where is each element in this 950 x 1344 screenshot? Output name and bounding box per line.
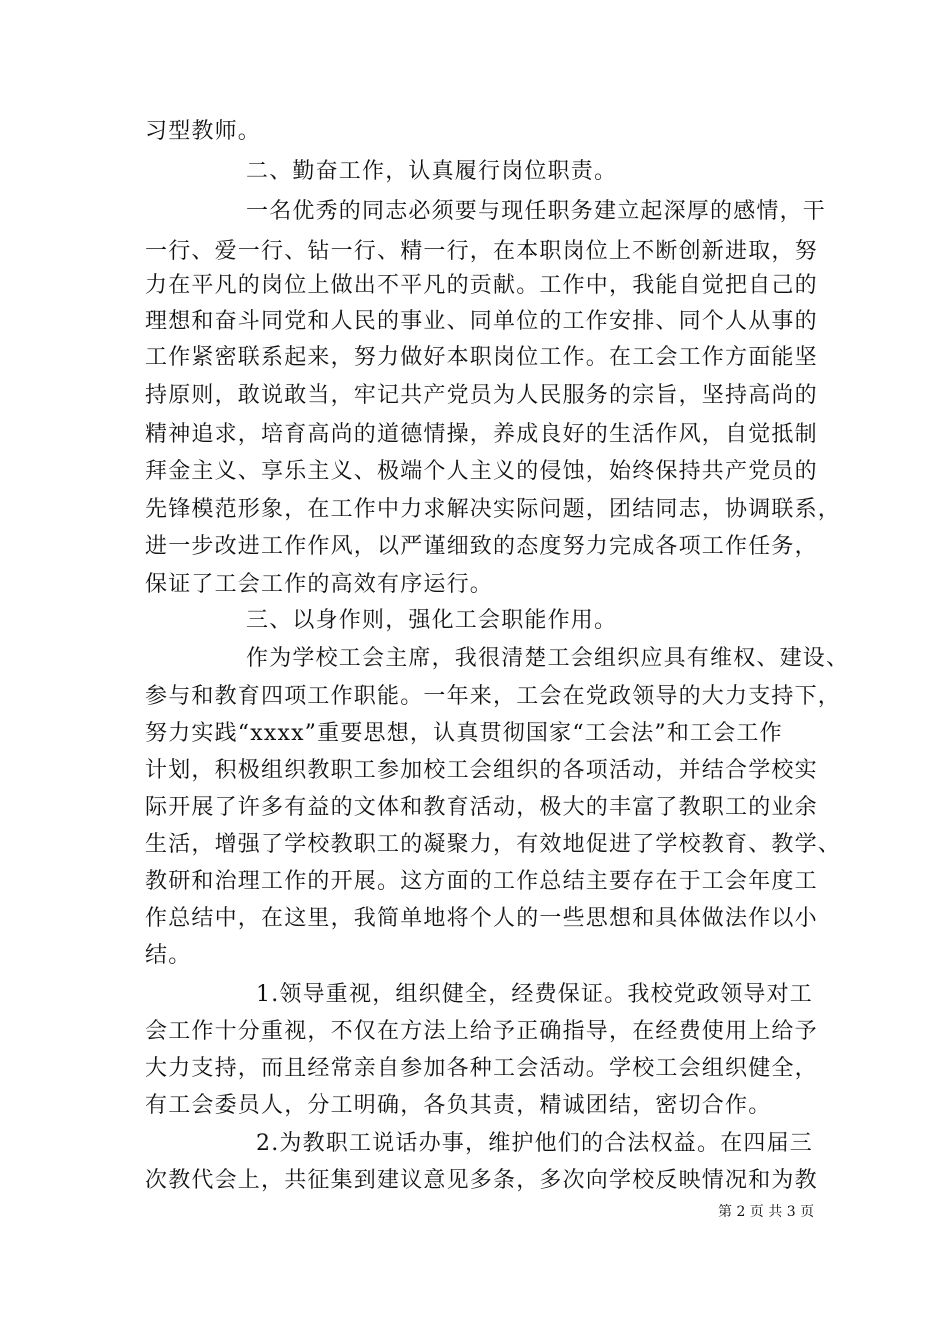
text-line: 会工作十分重视，不仅在方法上给予正确指导，在经费使用上给予: [145, 1019, 818, 1044]
text-line: 大力支持，而且经常亲自参加各种工会活动。学校工会组织健全，: [145, 1056, 818, 1081]
text-line: 参与和教育四项工作职能。一年来，工会在党政领导的大力支持下，: [145, 684, 842, 709]
text-line: 习型教师。: [145, 119, 262, 144]
text-line: 有工会委员人，分工明确，各负其责，精诚团结，密切合作。: [145, 1093, 772, 1118]
text-line: 保证了工会工作的高效有序运行。: [145, 572, 494, 597]
text-line: 作为学校工会主席，我很清楚工会组织应具有维权、建设、: [246, 646, 850, 671]
text-line: 次教代会上，共征集到建议意见多条，多次向学校反映情况和为教: [145, 1168, 818, 1193]
section-heading: 二、勤奋工作，认真履行岗位职责。: [246, 159, 618, 184]
text-line: 工作紧密联系起来，努力做好本职岗位工作。在工会工作方面能坚: [145, 345, 818, 370]
text-line: 教研和治理工作的开展。这方面的工作总结主要存在于工会年度工: [145, 869, 818, 894]
text-line: 作总结中，在这里，我简单地将个人的一些思想和具体做法作以小: [145, 906, 818, 931]
text-line: 一名优秀的同志必须要与现任职务建立起深厚的感情，干: [246, 199, 827, 224]
text-line: 结。: [145, 943, 192, 968]
text-line: 理想和奋斗同党和人民的事业、同单位的工作安排、同个人从事的: [145, 309, 818, 334]
text-line: 努力实践“xxxx”重要思想，认真贯彻国家“工会法”和工会工作: [145, 721, 783, 746]
text-line: 持原则，敢说敢当，牢记共产党员为人民服务的宗旨，坚持高尚的: [145, 383, 818, 408]
text-line: 精神追求，培育高尚的道德情操，养成良好的生活作风，自觉抵制: [145, 422, 818, 447]
text-line: 力在平凡的岗位上做出不平凡的贡献。工作中，我能自觉把自己的: [145, 273, 818, 298]
text-line: 拜金主义、享乐主义、极端个人主义的侵蚀，始终保持共产党员的: [145, 459, 818, 484]
text-line: 2.为教职工说话办事，维护他们的合法权益。在四届三: [256, 1131, 813, 1156]
page-number-footer: 第 2 页 共 3 页: [718, 1204, 815, 1220]
text-line: 先锋模范形象，在工作中力求解决实际问题，团结同志，协调联系，: [145, 497, 842, 522]
text-line: 一行、爱一行、钻一行、精一行，在本职岗位上不断创新进取，努: [145, 239, 818, 264]
text-line: 际开展了许多有益的文体和教育活动，极大的丰富了教职工的业余: [145, 795, 818, 820]
section-heading: 三、以身作则，强化工会职能作用。: [246, 608, 618, 633]
text-line: 计划，积极组织教职工参加校工会组织的各项活动，并结合学校实: [145, 758, 818, 783]
text-line: 生活，增强了学校教职工的凝聚力，有效地促进了学校教育、教学、: [145, 832, 842, 857]
text-line: 进一步改进工作作风，以严谨细致的态度努力完成各项工作任务，: [145, 534, 818, 559]
text-line: 1.领导重视，组织健全，经费保证。我校党政领导对工: [256, 982, 813, 1007]
